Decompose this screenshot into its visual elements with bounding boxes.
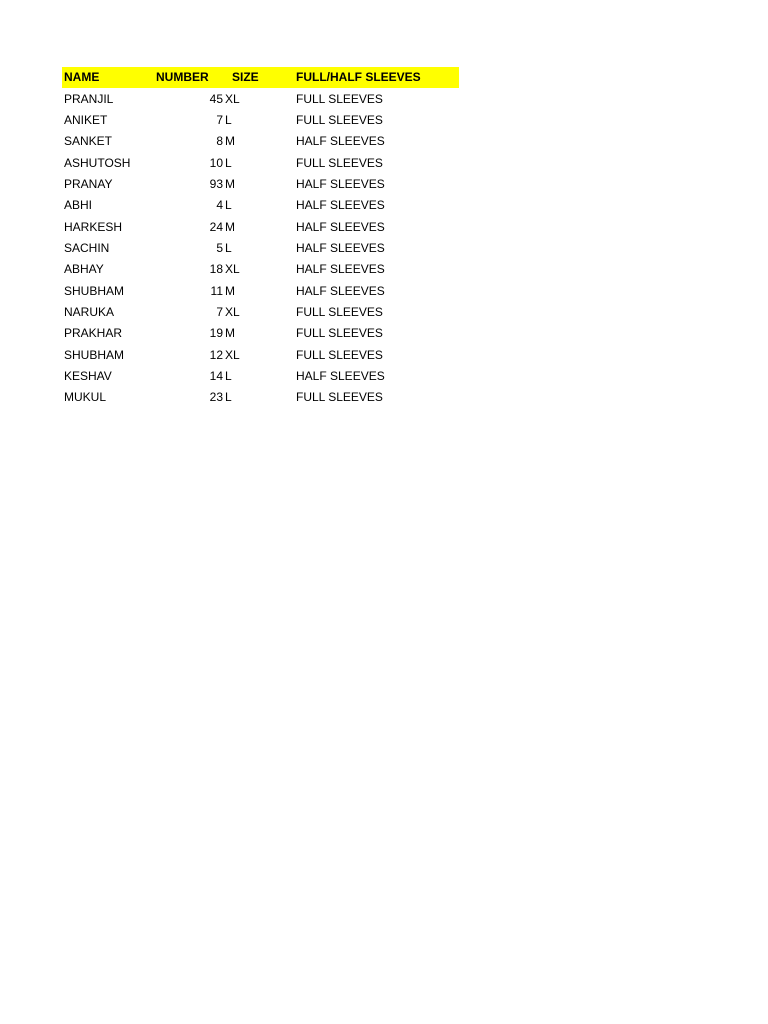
cell-size: M (225, 176, 235, 191)
cell-sleeves: FULL SLEEVES (296, 326, 383, 341)
cell-size: L (225, 198, 232, 213)
cell-sleeves: HALF SLEEVES (296, 262, 385, 277)
cell-size: L (225, 240, 232, 255)
cell-name: KESHAV (64, 368, 112, 383)
header-name: NAME (62, 67, 154, 88)
cell-sleeves: HALF SLEEVES (296, 240, 385, 255)
table-row (62, 131, 459, 152)
cell-name: ABHI (64, 198, 93, 213)
cell-name: ASHUTOSH (64, 155, 131, 170)
cell-size: L (225, 155, 232, 170)
cell-sleeves: HALF SLEEVES (296, 176, 385, 191)
cell-name: SHUBHAM (64, 347, 125, 362)
cell-name: PRANAY (64, 176, 113, 191)
cell-number: 11 (210, 283, 223, 298)
cell-name: PRAKHAR (64, 326, 123, 341)
cell-name: SHUBHAM (64, 283, 125, 298)
cell-size: L (225, 112, 232, 127)
table-row (62, 280, 459, 301)
cell-sleeves: FULL SLEEVES (296, 347, 383, 362)
cell-number: 7 (216, 304, 223, 319)
cell-sleeves: FULL SLEEVES (296, 112, 383, 127)
cell-number: 12 (209, 347, 223, 362)
cell-name: SANKET (64, 134, 113, 149)
table-row (62, 174, 459, 195)
table-row (62, 323, 459, 344)
cell-size: L (225, 390, 232, 405)
cell-number: 24 (209, 219, 223, 234)
cell-size: XL (225, 91, 240, 106)
table-row (62, 216, 459, 237)
cell-sleeves: FULL SLEEVES (296, 390, 383, 405)
cell-name: HARKESH (64, 219, 123, 234)
table-row (62, 302, 459, 323)
table-row (62, 366, 459, 387)
cell-name: MUKUL (64, 390, 107, 405)
cell-number: 4 (216, 198, 223, 213)
cell-number: 14 (209, 368, 223, 383)
table-row (62, 195, 459, 216)
cell-name: ABHAY (64, 262, 104, 277)
table-row (62, 110, 459, 131)
cell-size: XL (225, 347, 240, 362)
cell-number: 10 (209, 155, 223, 170)
cell-size: M (225, 326, 235, 341)
cell-number: 5 (216, 240, 223, 255)
table-row (62, 88, 459, 109)
cell-number: 93 (209, 176, 223, 191)
header-row (62, 67, 459, 88)
cell-size: XL (225, 304, 240, 319)
header-number: NUMBER (154, 67, 224, 88)
cell-sleeves: HALF SLEEVES (296, 368, 385, 383)
cell-size: L (225, 368, 232, 383)
table-row (62, 238, 459, 259)
cell-name: SACHIN (64, 240, 110, 255)
cell-sleeves: HALF SLEEVES (296, 198, 385, 213)
cell-sleeves: HALF SLEEVES (296, 134, 385, 149)
header-sleeves: FULL/HALF SLEEVES (294, 67, 459, 88)
cell-size: M (225, 283, 235, 298)
header-size: SIZE (224, 67, 294, 88)
cell-sleeves: HALF SLEEVES (296, 283, 385, 298)
cell-number: 8 (216, 134, 223, 149)
table-row (62, 152, 459, 173)
cell-number: 18 (209, 262, 223, 277)
table-row (62, 387, 459, 408)
cell-number: 7 (216, 112, 223, 127)
table-row (62, 344, 459, 365)
cell-number: 23 (209, 390, 223, 405)
cell-name: ANIKET (64, 112, 108, 127)
cell-sleeves: FULL SLEEVES (296, 304, 383, 319)
cell-size: XL (225, 262, 240, 277)
cell-size: M (225, 219, 235, 234)
cell-name: PRANJIL (64, 91, 114, 106)
cell-sleeves: HALF SLEEVES (296, 219, 385, 234)
jersey-order-table (62, 67, 459, 409)
cell-number: 19 (209, 326, 223, 341)
cell-sleeves: FULL SLEEVES (296, 155, 383, 170)
cell-sleeves: FULL SLEEVES (296, 91, 383, 106)
cell-name: NARUKA (64, 304, 115, 319)
cell-number: 45 (209, 91, 223, 106)
table-row (62, 259, 459, 280)
cell-size: M (225, 134, 235, 149)
